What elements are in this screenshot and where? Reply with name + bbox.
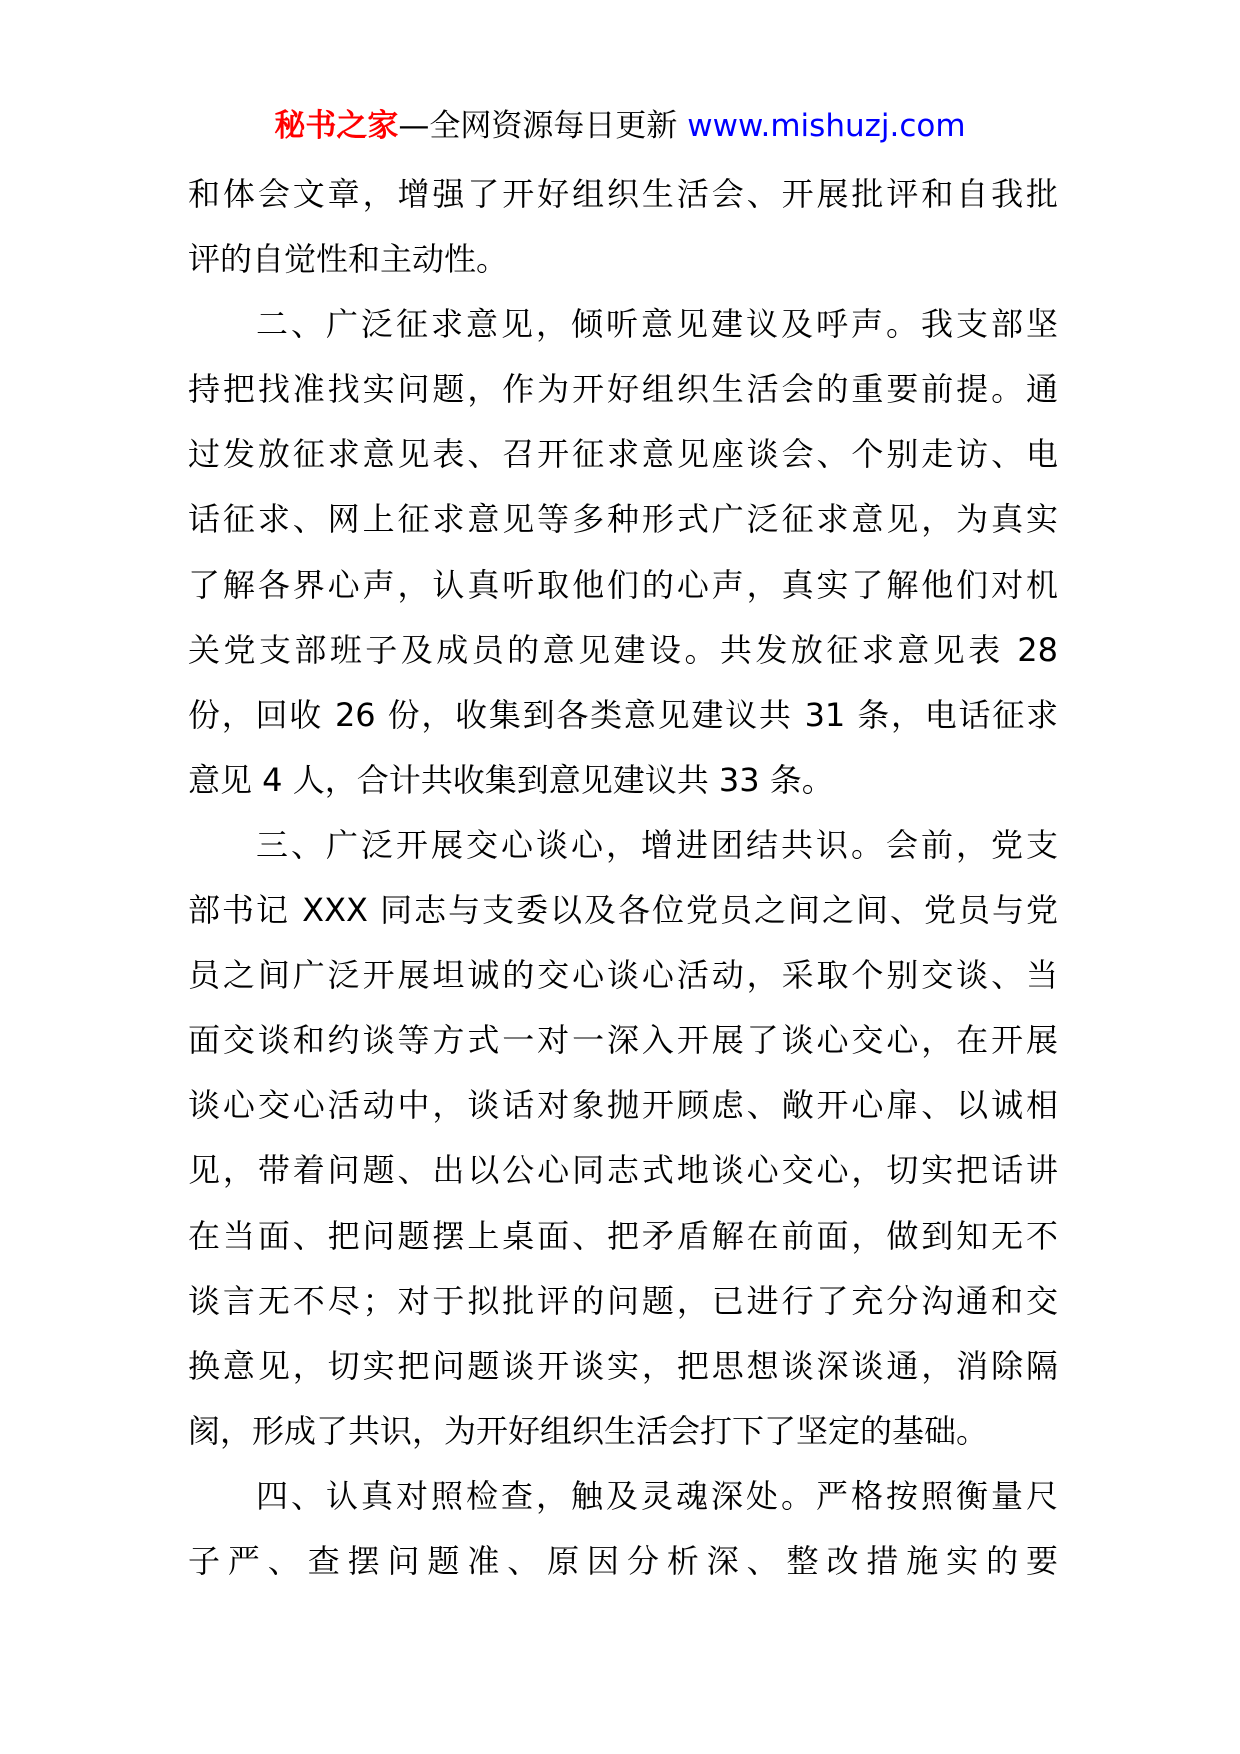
text-line: 员之间广泛开展坦诚的交心谈心活动，采取个别交谈、当	[188, 956, 1058, 995]
text-line: 份，回收 26 份，收集到各类意见建议共 31 条，电话征求	[188, 695, 1058, 734]
text-line: 评的自觉性和主动性。	[188, 240, 509, 279]
text-line: 在当面、把问题摆上桌面、把矛盾解在前面，做到知无不	[188, 1216, 1058, 1255]
text-line: 面交谈和约谈等方式一对一深入开展了谈心交心，在开展	[188, 1021, 1058, 1060]
text-line: 了解各界心声，认真听取他们的心声，真实了解他们对机	[188, 565, 1058, 604]
text-line: 话征求、网上征求意见等多种形式广泛征求意见，为真实	[188, 500, 1058, 539]
site-url-link[interactable]: www.mishuzj.com	[687, 108, 966, 144]
text-line: 谈心交心活动中，谈话对象抛开顾虑、敞开心扉、以诚相	[188, 1086, 1058, 1125]
text-line: 关党支部班子及成员的意见建设。共发放征求意见表 28	[188, 630, 1058, 669]
text-line: 持把找准找实问题，作为开好组织生活会的重要前提。通	[188, 370, 1058, 409]
text-line: 部书记 XXX 同志与支委以及各位党员之间之间、党员与党	[188, 891, 1058, 930]
brand-name: 秘书之家	[274, 108, 399, 144]
text-line: 意见 4 人，合计共收集到意见建议共 33 条。	[188, 760, 834, 799]
text-line: 子严、查摆问题准、原因分析深、整改措施实的要	[188, 1541, 1058, 1580]
watermark-header	[0, 104, 1240, 148]
text-line: 阂，形成了共识，为开好组织生活会打下了坚定的基础。	[188, 1411, 989, 1450]
text-line: 过发放征求意见表、召开征求意见座谈会、个别走访、电	[188, 435, 1058, 474]
text-line: 谈言无不尽；对于拟批评的问题，已进行了充分沟通和交	[188, 1281, 1058, 1320]
paragraph-heading-line: 二、广泛征求意见，倾听意见建议及呼声。我支部坚	[256, 305, 1058, 344]
paragraph-heading-line: 四、认真对照检查，触及灵魂深处。严格按照衡量尺	[256, 1476, 1058, 1515]
paragraph-heading-line: 三、广泛开展交心谈心，增进团结共识。会前，党支	[256, 825, 1058, 864]
text-line: 换意见，切实把问题谈开谈实，把思想谈深谈通，消除隔	[188, 1346, 1058, 1385]
text-line: 见，带着问题、出以公心同志式地谈心交心，切实把话讲	[188, 1151, 1058, 1190]
document-body	[188, 162, 1058, 1594]
text-line: 和体会文章，增强了开好组织生活会、开展批评和自我批	[188, 175, 1058, 213]
header-tagline: —全网资源每日更新	[398, 108, 678, 144]
